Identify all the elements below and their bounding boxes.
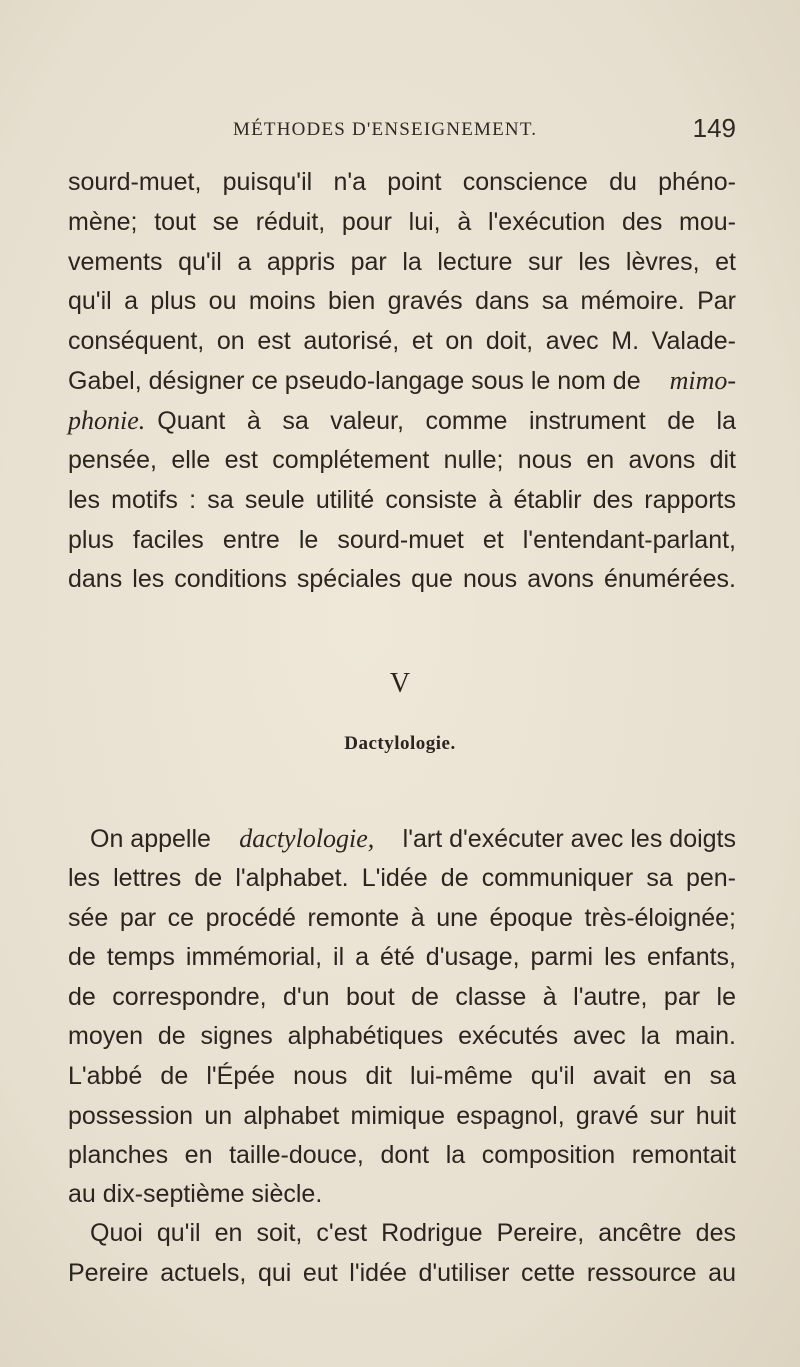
text-line: au dix-septième siècle. [68,1180,323,1208]
section-number: V [389,668,411,699]
text-segment: l'art d'exécuter avec les doigts [402,825,736,853]
section-title: Dactylologie. [344,733,456,754]
text-line: les motifs : sa seule utilité consiste à établir des rapports [68,486,736,514]
italic-term: mimo- [669,366,736,395]
running-head [68,113,736,145]
text-line: L'abbé de l'Épée nous dit lui-même qu'il avait en sa [68,1062,736,1090]
page-number: 149 [692,113,736,143]
text-line: moyen de signes alphabétiques exécutés avec la main. [68,1022,736,1050]
text-line: conséquent, on est autorisé, et on doit, avec M. Valade- [68,327,736,355]
text-line: les lettres de l'alphabet. L'idée de communiquer sa pen- [68,864,736,892]
text-line: vements qu'il a appris par la lecture sur les lèvres, et [68,248,736,276]
text-line: dans les conditions spéciales que nous avons énumérées. [68,565,736,593]
text-line [68,364,736,398]
text-line: de temps immémorial, il a été d'usage, parmi les enfants, [68,943,736,971]
text-line: Quoi qu'il en soit, c'est Rodrigue Pereire, ancêtre des [90,1219,736,1247]
text-segment: Quant à sa valeur, comme instrument de la [157,407,736,435]
text-segment: On appelle [90,825,211,853]
italic-term: phonie. [68,406,146,435]
text-line: possession un alphabet mimique espagnol, gravé sur huit [68,1102,736,1130]
running-title: MÉTHODES D'ENSEIGNEMENT. [233,119,538,140]
text-line: planches en taille-douce, dont la composition remontait [68,1141,736,1169]
text-line: plus faciles entre le sourd-muet et l'entendant-parlant, [68,526,736,554]
text-line: mène; tout se réduit, pour lui, à l'exécution des mou- [68,208,736,236]
text-line: Pereire actuels, qui eut l'idée d'utiliser cette ressource au [68,1259,736,1287]
text-line: sourd-muet, puisqu'il n'a point conscience du phéno- [68,168,736,196]
text-segment: Gabel, désigner ce pseudo-langage sous le nom de [68,367,641,395]
text-line: qu'il a plus ou moins bien gravés dans sa mémoire. Par [68,287,736,315]
text-line [68,404,736,438]
text-line [68,822,736,856]
italic-term: dactylologie, [239,824,375,853]
text-line: sée par ce procédé remonte à une époque très-éloignée; [68,904,736,932]
text-line: de correspondre, d'un bout de classe à l'autre, par le [68,983,736,1011]
text-line: pensée, elle est complétement nulle; nous en avons dit [68,446,736,474]
